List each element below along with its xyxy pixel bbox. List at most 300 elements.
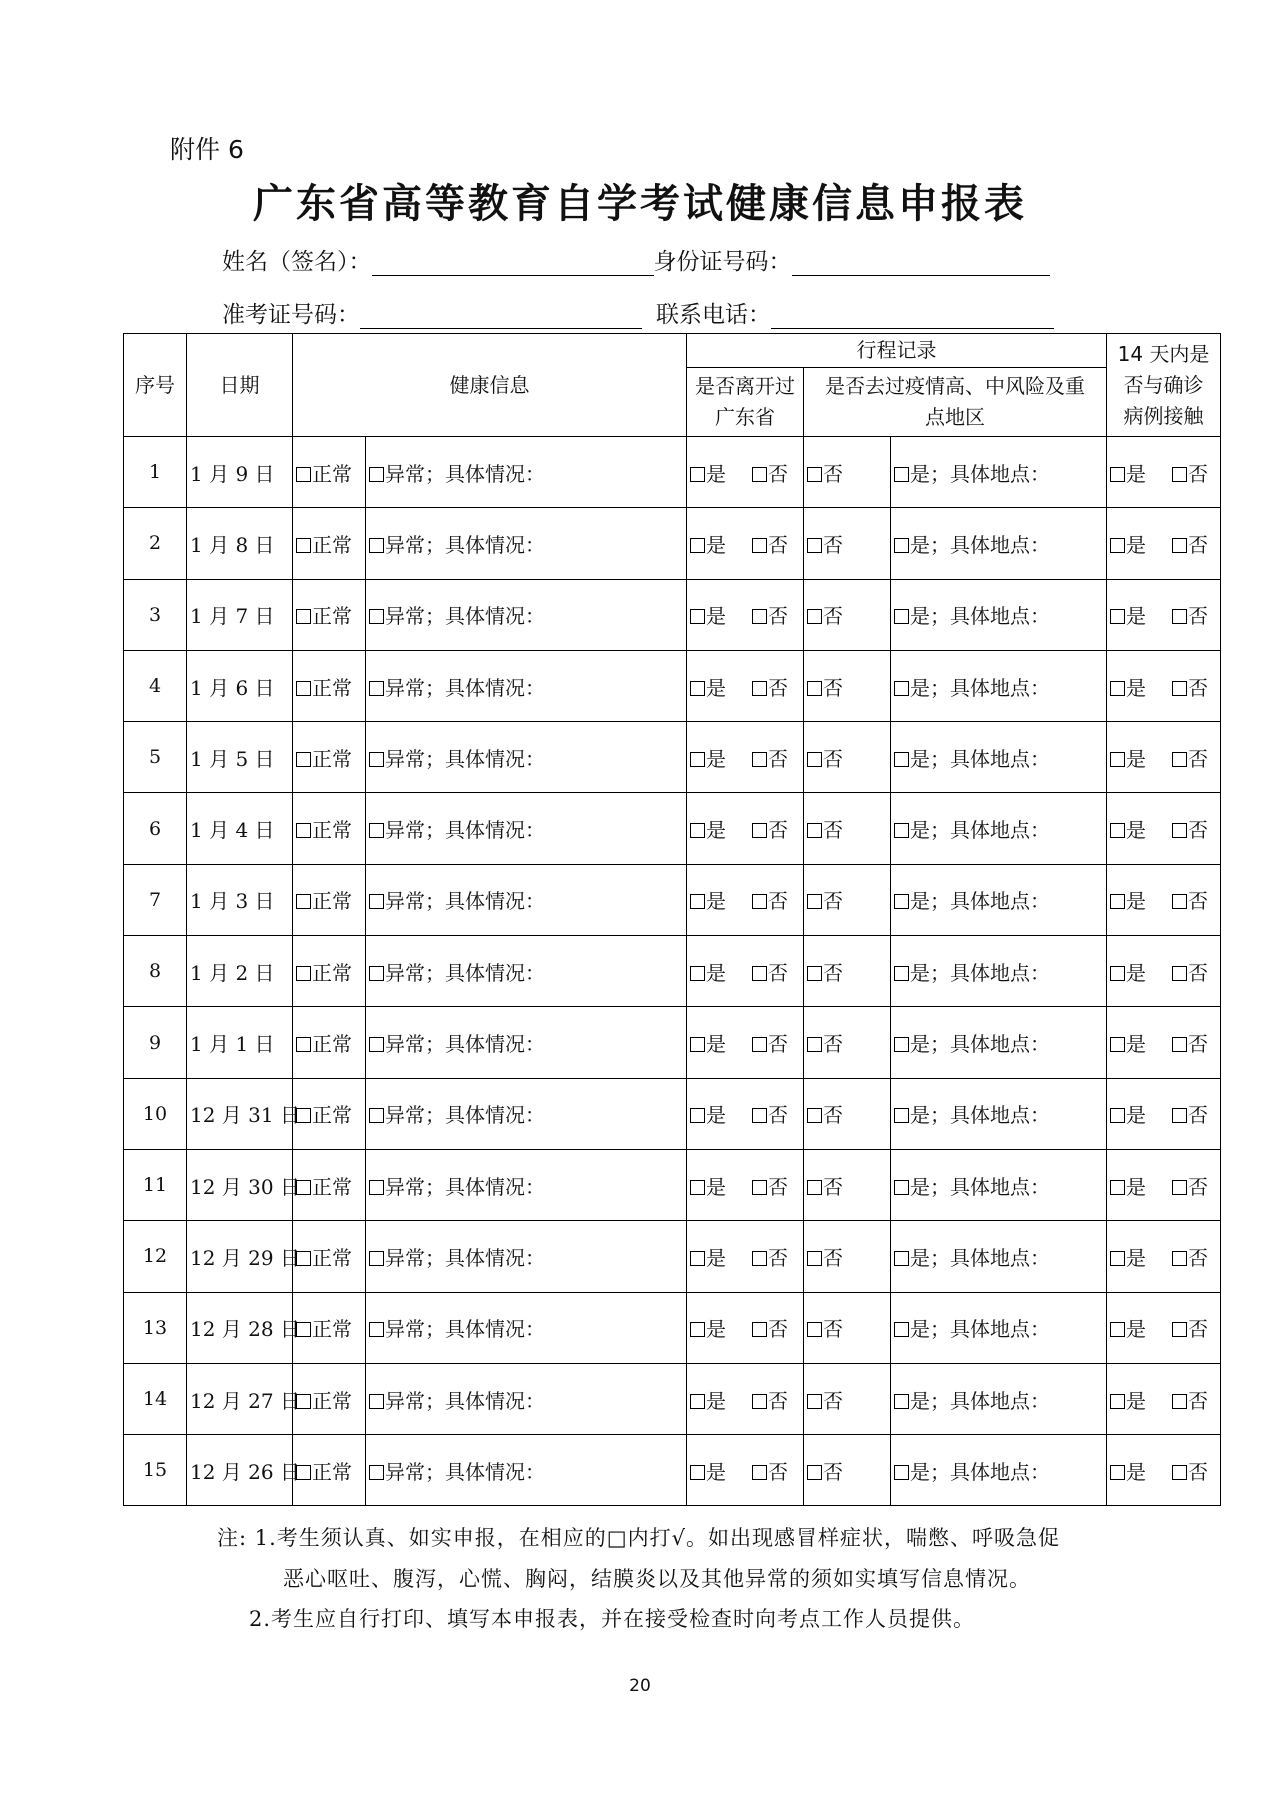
normal-label: 正常 [312,1032,352,1057]
row-date: 12 月 29 日 [187,1221,293,1292]
no-label: 否 [823,604,843,629]
contact-no-checkbox[interactable] [1172,894,1187,909]
yes-label: 是 [706,1388,726,1413]
contact-no-checkbox[interactable] [1172,1108,1187,1123]
left-gd-yes-checkbox[interactable] [690,1180,705,1195]
health-normal-checkbox[interactable] [296,1394,311,1409]
yes-label: 是 [1126,675,1146,700]
no-label: 否 [823,889,843,914]
yes-label: 是 [706,1032,726,1057]
contact-yes-checkbox[interactable] [1110,538,1125,553]
left-gd-yes-checkbox[interactable] [690,966,705,981]
yes-place-label: 是；具体地点： [910,675,1050,700]
yes-place-label: 是；具体地点： [910,960,1050,985]
left-gd-yes-checkbox[interactable] [690,1037,705,1052]
risk-area-no-cell [804,793,891,864]
risk-area-yes-cell [891,437,1107,508]
row-date: 1 月 3 日 [187,864,293,935]
note-line-3: 2.考生应自行打印、填写本申报表，并在接受检查时向考点工作人员提供。 [249,1607,976,1631]
left-gd-yes-checkbox[interactable] [690,752,705,767]
contact-yes-checkbox[interactable] [1110,1465,1125,1480]
yes-label: 是 [1126,960,1146,985]
contact-cell [1107,1149,1221,1220]
no-label: 否 [1188,1032,1208,1057]
header-travel: 行程记录 [687,334,1107,368]
yes-label: 是 [706,960,726,985]
risk-area-no-checkbox[interactable] [807,1251,822,1266]
risk-area-no-checkbox[interactable] [807,681,822,696]
risk-area-no-checkbox[interactable] [807,752,822,767]
risk-area-no-cell [804,1149,891,1220]
risk-area-no-checkbox[interactable] [807,1180,822,1195]
row-seq: 7 [124,864,187,935]
health-abnormal-checkbox[interactable] [369,1322,384,1337]
risk-area-yes-checkbox[interactable] [894,538,909,553]
health-abnormal-checkbox[interactable] [369,1394,384,1409]
risk-area-yes-cell [891,508,1107,579]
table-row [124,437,1221,508]
risk-area-no-cell [804,722,891,793]
no-label: 否 [823,1388,843,1413]
phone-field[interactable] [771,302,1054,329]
left-gd-yes-checkbox[interactable] [690,1108,705,1123]
risk-area-yes-cell [891,650,1107,721]
risk-area-no-checkbox[interactable] [807,609,822,624]
normal-label: 正常 [312,818,352,843]
health-abnormal-cell [366,936,687,1007]
health-abnormal-checkbox[interactable] [369,467,384,482]
normal-label: 正常 [312,461,352,486]
contact-no-checkbox[interactable] [1172,1394,1187,1409]
contact-no-checkbox[interactable] [1172,538,1187,553]
health-normal-checkbox[interactable] [296,1322,311,1337]
yes-label: 是 [706,1245,726,1270]
left-gd-yes-checkbox[interactable] [690,609,705,624]
health-declaration-table [123,333,1221,1506]
contact-no-checkbox[interactable] [1172,1037,1187,1052]
left-guangdong-cell [687,1435,804,1506]
left-gd-yes-checkbox[interactable] [690,894,705,909]
left-gd-yes-checkbox[interactable] [690,467,705,482]
table-row [124,864,1221,935]
table-row [124,1292,1221,1363]
left-gd-no-checkbox[interactable] [752,1465,767,1480]
contact-no-checkbox[interactable] [1172,467,1187,482]
row-date: 1 月 8 日 [187,508,293,579]
health-normal-checkbox[interactable] [296,752,311,767]
yes-label: 是 [706,1459,726,1484]
health-abnormal-checkbox[interactable] [369,894,384,909]
risk-area-yes-checkbox[interactable] [894,1322,909,1337]
yes-label: 是 [1126,889,1146,914]
id-number-field[interactable] [792,249,1050,276]
row-date: 1 月 5 日 [187,722,293,793]
row-date: 12 月 30 日 [187,1149,293,1220]
no-label: 否 [823,1317,843,1342]
no-label: 否 [1188,1459,1208,1484]
health-abnormal-cell [366,650,687,721]
abnormal-label: 异常；具体情况： [385,1459,545,1484]
left-guangdong-cell [687,650,804,721]
table-row [124,1221,1221,1292]
row-seq: 14 [124,1363,187,1434]
no-label: 否 [768,960,788,985]
health-abnormal-checkbox[interactable] [369,1465,384,1480]
left-gd-no-checkbox[interactable] [752,1394,767,1409]
contact-yes-checkbox[interactable] [1110,1322,1125,1337]
yes-place-label: 是；具体地点： [910,1174,1050,1199]
risk-area-no-checkbox[interactable] [807,1108,822,1123]
table-row [124,1435,1221,1506]
health-normal-checkbox[interactable] [296,823,311,838]
health-abnormal-checkbox[interactable] [369,1108,384,1123]
health-abnormal-cell [366,1292,687,1363]
row-seq: 8 [124,936,187,1007]
contact-yes-checkbox[interactable] [1110,1108,1125,1123]
risk-area-yes-cell [891,864,1107,935]
left-gd-no-checkbox[interactable] [752,1322,767,1337]
header-health: 健康信息 [293,334,687,437]
normal-label: 正常 [312,960,352,985]
contact-yes-checkbox[interactable] [1110,1394,1125,1409]
risk-area-yes-cell [891,1007,1107,1078]
abnormal-label: 异常；具体情况： [385,1245,545,1270]
no-label: 否 [768,532,788,557]
no-label: 否 [823,1032,843,1057]
risk-area-no-cell [804,1363,891,1434]
yes-label: 是 [1126,746,1146,771]
ticket-phone-row [222,296,1054,329]
yes-label: 是 [706,532,726,557]
left-guangdong-cell [687,1078,804,1149]
left-gd-no-checkbox[interactable] [752,1037,767,1052]
yes-label: 是 [706,1317,726,1342]
left-gd-no-checkbox[interactable] [752,966,767,981]
no-label: 否 [1188,532,1208,557]
no-label: 否 [1188,604,1208,629]
row-seq: 15 [124,1435,187,1506]
abnormal-label: 异常；具体情况： [385,1032,545,1057]
left-gd-no-checkbox[interactable] [752,609,767,624]
left-gd-no-checkbox[interactable] [752,1180,767,1195]
health-normal-checkbox[interactable] [296,538,311,553]
health-normal-cell [293,1363,366,1434]
risk-area-yes-checkbox[interactable] [894,1180,909,1195]
normal-label: 正常 [312,532,352,557]
contact-no-checkbox[interactable] [1172,1251,1187,1266]
health-abnormal-checkbox[interactable] [369,752,384,767]
ticket-label: 准考证号码： [222,302,360,328]
risk-area-yes-checkbox[interactable] [894,467,909,482]
health-normal-checkbox[interactable] [296,1180,311,1195]
attachment-label: 附件 6 [170,135,244,164]
risk-area-yes-checkbox[interactable] [894,1037,909,1052]
yes-place-label: 是；具体地点： [910,818,1050,843]
left-gd-yes-checkbox[interactable] [690,1322,705,1337]
contact-cell [1107,1007,1221,1078]
left-guangdong-cell [687,793,804,864]
no-label: 否 [768,746,788,771]
health-abnormal-cell [366,508,687,579]
risk-area-yes-checkbox[interactable] [894,894,909,909]
risk-area-no-checkbox[interactable] [807,538,822,553]
risk-area-yes-checkbox[interactable] [894,681,909,696]
risk-area-no-cell [804,508,891,579]
left-guangdong-cell [687,864,804,935]
contact-yes-checkbox[interactable] [1110,609,1125,624]
yes-label: 是 [706,818,726,843]
yes-place-label: 是；具体地点： [910,1032,1050,1057]
health-abnormal-checkbox[interactable] [369,823,384,838]
no-label: 否 [823,818,843,843]
contact-no-checkbox[interactable] [1172,1465,1187,1480]
risk-area-no-checkbox[interactable] [807,1037,822,1052]
abnormal-label: 异常；具体情况： [385,1388,545,1413]
risk-area-no-cell [804,864,891,935]
contact-yes-checkbox[interactable] [1110,966,1125,981]
no-label: 否 [768,889,788,914]
row-seq: 9 [124,1007,187,1078]
row-seq: 11 [124,1149,187,1220]
health-normal-cell [293,437,366,508]
normal-label: 正常 [312,889,352,914]
risk-area-yes-checkbox[interactable] [894,1108,909,1123]
left-gd-no-checkbox[interactable] [752,681,767,696]
health-abnormal-cell [366,722,687,793]
risk-area-no-cell [804,936,891,1007]
health-abnormal-checkbox[interactable] [369,1180,384,1195]
contact-cell [1107,1292,1221,1363]
no-label: 否 [768,1103,788,1128]
health-abnormal-checkbox[interactable] [369,1251,384,1266]
yes-label: 是 [1126,1103,1146,1128]
no-label: 否 [1188,1103,1208,1128]
risk-area-yes-cell [891,1221,1107,1292]
contact-cell [1107,793,1221,864]
no-label: 否 [1188,1245,1208,1270]
left-gd-yes-checkbox[interactable] [690,1251,705,1266]
yes-label: 是 [706,746,726,771]
contact-no-checkbox[interactable] [1172,752,1187,767]
contact-cell [1107,508,1221,579]
risk-area-yes-cell [891,1292,1107,1363]
contact-cell [1107,722,1221,793]
health-abnormal-checkbox[interactable] [369,681,384,696]
no-label: 否 [1188,746,1208,771]
yes-label: 是 [706,604,726,629]
no-label: 否 [823,1103,843,1128]
abnormal-label: 异常；具体情况： [385,461,545,486]
risk-area-no-checkbox[interactable] [807,467,822,482]
risk-area-no-checkbox[interactable] [807,1394,822,1409]
risk-area-yes-checkbox[interactable] [894,1251,909,1266]
row-date: 12 月 28 日 [187,1292,293,1363]
yes-place-label: 是；具体地点： [910,889,1050,914]
abnormal-label: 异常；具体情况： [385,746,545,771]
health-normal-cell [293,1292,366,1363]
left-gd-yes-checkbox[interactable] [690,823,705,838]
health-abnormal-checkbox[interactable] [369,609,384,624]
row-seq: 12 [124,1221,187,1292]
header-left-guangdong: 是否离开过广东省 [687,368,804,437]
risk-area-no-cell [804,1078,891,1149]
contact-yes-checkbox[interactable] [1110,894,1125,909]
left-guangdong-cell [687,1363,804,1434]
abnormal-label: 异常；具体情况： [385,604,545,629]
abnormal-label: 异常；具体情况： [385,818,545,843]
left-gd-yes-checkbox[interactable] [690,538,705,553]
health-normal-checkbox[interactable] [296,609,311,624]
health-normal-cell [293,722,366,793]
left-gd-no-checkbox[interactable] [752,752,767,767]
health-abnormal-cell [366,1363,687,1434]
yes-label: 是 [1126,1032,1146,1057]
contact-cell [1107,864,1221,935]
row-seq: 1 [124,437,187,508]
contact-yes-checkbox[interactable] [1110,1037,1125,1052]
no-label: 否 [823,1245,843,1270]
contact-cell [1107,1078,1221,1149]
left-gd-no-checkbox[interactable] [752,823,767,838]
header-risk-area: 是否去过疫情高、中风险及重点地区 [804,368,1107,437]
risk-area-yes-cell [891,1149,1107,1220]
row-seq: 5 [124,722,187,793]
header-seq: 序号 [124,334,187,437]
no-label: 否 [768,818,788,843]
health-abnormal-checkbox[interactable] [369,538,384,553]
table-row [124,508,1221,579]
health-normal-cell [293,1435,366,1506]
table-row [124,650,1221,721]
health-normal-checkbox[interactable] [296,467,311,482]
table-row [124,1007,1221,1078]
id-label: 身份证号码： [653,249,792,275]
health-abnormal-checkbox[interactable] [369,966,384,981]
contact-yes-checkbox[interactable] [1110,1180,1125,1195]
risk-area-no-checkbox[interactable] [807,894,822,909]
risk-area-no-cell [804,579,891,650]
contact-yes-checkbox[interactable] [1110,752,1125,767]
no-label: 否 [768,675,788,700]
row-seq: 6 [124,793,187,864]
left-guangdong-cell [687,1149,804,1220]
contact-yes-checkbox[interactable] [1110,1251,1125,1266]
yes-place-label: 是；具体地点： [910,604,1050,629]
contact-no-checkbox[interactable] [1172,681,1187,696]
health-normal-checkbox[interactable] [296,966,311,981]
form-title: 广东省高等教育自学考试健康信息申报表 [253,181,1027,227]
contact-yes-checkbox[interactable] [1110,467,1125,482]
health-normal-cell [293,1221,366,1292]
health-abnormal-checkbox[interactable] [369,1037,384,1052]
left-gd-no-checkbox[interactable] [752,1251,767,1266]
yes-place-label: 是；具体地点： [910,1245,1050,1270]
left-gd-no-checkbox[interactable] [752,538,767,553]
risk-area-yes-checkbox[interactable] [894,609,909,624]
yes-place-label: 是；具体地点： [910,461,1050,486]
table-row [124,579,1221,650]
table-row [124,1078,1221,1149]
health-normal-cell [293,579,366,650]
risk-area-no-cell [804,437,891,508]
yes-label: 是 [1126,818,1146,843]
risk-area-no-cell [804,1221,891,1292]
risk-area-no-checkbox[interactable] [807,1465,822,1480]
left-gd-no-checkbox[interactable] [752,467,767,482]
no-label: 否 [823,1459,843,1484]
health-abnormal-cell [366,1007,687,1078]
health-normal-checkbox[interactable] [296,894,311,909]
risk-area-yes-checkbox[interactable] [894,752,909,767]
abnormal-label: 异常；具体情况： [385,960,545,985]
no-label: 否 [1188,1388,1208,1413]
left-gd-no-checkbox[interactable] [752,1108,767,1123]
row-date: 1 月 1 日 [187,1007,293,1078]
risk-area-no-checkbox[interactable] [807,1322,822,1337]
contact-yes-checkbox[interactable] [1110,681,1125,696]
yes-label: 是 [1126,1174,1146,1199]
contact-cell [1107,650,1221,721]
left-gd-yes-checkbox[interactable] [690,681,705,696]
contact-no-checkbox[interactable] [1172,1322,1187,1337]
contact-cell [1107,579,1221,650]
health-abnormal-cell [366,1078,687,1149]
row-seq: 4 [124,650,187,721]
left-gd-yes-checkbox[interactable] [690,1394,705,1409]
row-seq: 10 [124,1078,187,1149]
health-normal-cell [293,793,366,864]
health-normal-cell [293,1007,366,1078]
contact-cell [1107,1221,1221,1292]
contact-no-checkbox[interactable] [1172,966,1187,981]
no-label: 否 [823,746,843,771]
abnormal-label: 异常；具体情况： [385,1103,545,1128]
yes-label: 是 [706,461,726,486]
yes-place-label: 是；具体地点： [910,1317,1050,1342]
yes-place-label: 是；具体地点： [910,1459,1050,1484]
left-gd-no-checkbox[interactable] [752,894,767,909]
contact-no-checkbox[interactable] [1172,609,1187,624]
ticket-number-field[interactable] [360,302,642,329]
left-guangdong-cell [687,1007,804,1078]
row-date: 12 月 31 日 [187,1078,293,1149]
row-seq: 3 [124,579,187,650]
left-gd-yes-checkbox[interactable] [690,1465,705,1480]
risk-area-yes-checkbox[interactable] [894,1394,909,1409]
health-abnormal-cell [366,579,687,650]
risk-area-no-checkbox[interactable] [807,823,822,838]
health-normal-checkbox[interactable] [296,1251,311,1266]
health-normal-checkbox[interactable] [296,1465,311,1480]
risk-area-yes-checkbox[interactable] [894,1465,909,1480]
health-normal-checkbox[interactable] [296,681,311,696]
health-normal-checkbox[interactable] [296,1108,311,1123]
risk-area-yes-checkbox[interactable] [894,823,909,838]
name-field[interactable] [372,249,654,276]
normal-label: 正常 [312,1317,352,1342]
risk-area-no-checkbox[interactable] [807,966,822,981]
contact-yes-checkbox[interactable] [1110,823,1125,838]
contact-no-checkbox[interactable] [1172,823,1187,838]
no-label: 否 [1188,889,1208,914]
health-normal-checkbox[interactable] [296,1037,311,1052]
risk-area-no-cell [804,650,891,721]
name-id-row [222,243,1050,276]
normal-label: 正常 [312,746,352,771]
contact-no-checkbox[interactable] [1172,1180,1187,1195]
risk-area-yes-checkbox[interactable] [894,966,909,981]
left-guangdong-cell [687,437,804,508]
